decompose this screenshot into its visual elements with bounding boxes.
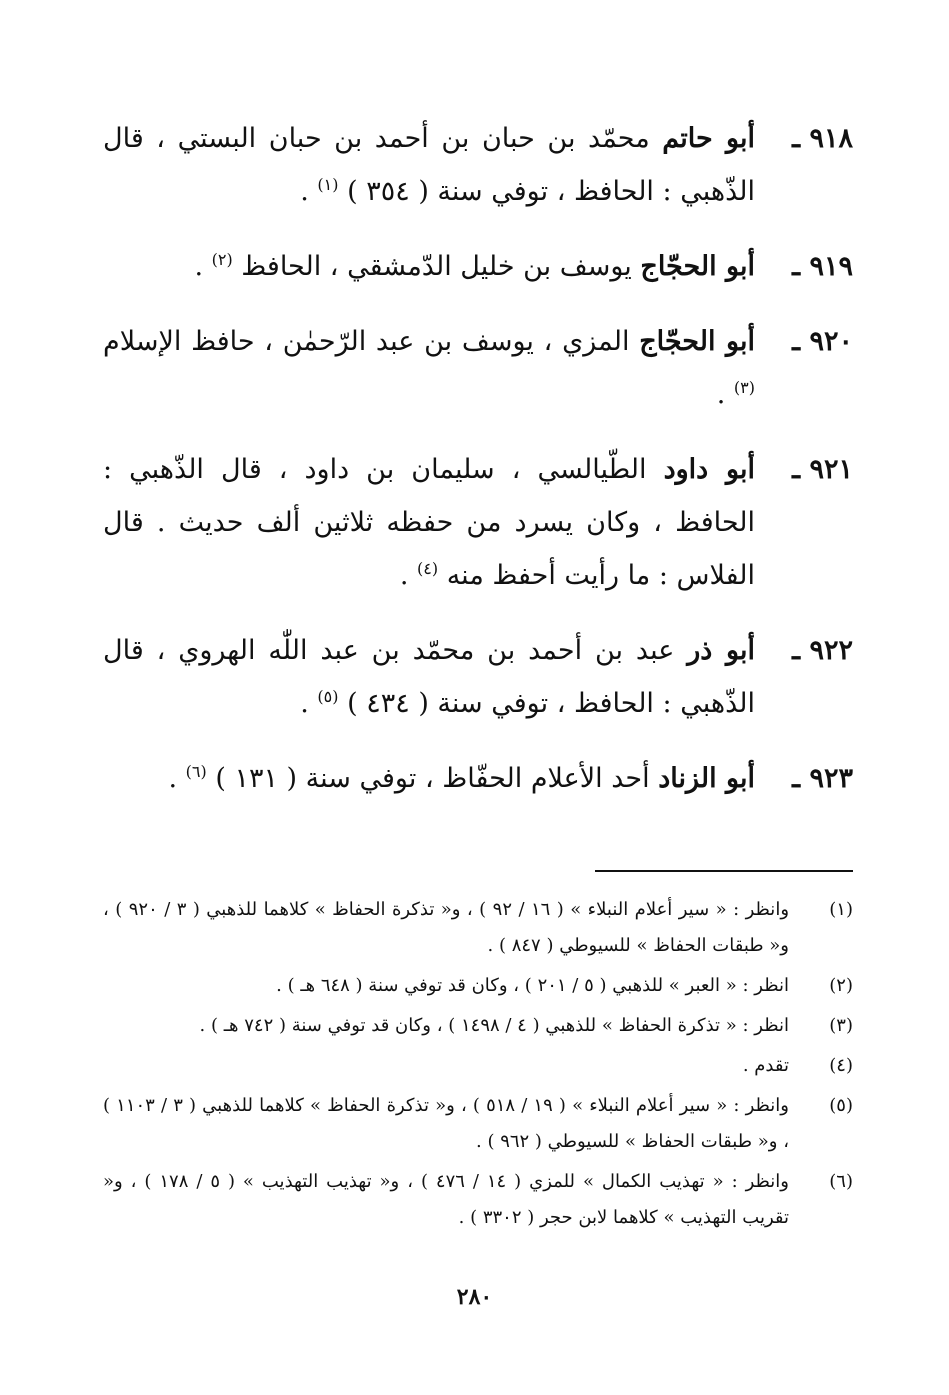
footnote <box>103 1048 853 1084</box>
entry-number: ٩٢٢ ـ <box>792 635 853 666</box>
entry-number: ٩١٨ ـ <box>792 123 853 154</box>
footnote-text: وانظر : « تهذيب الكمال » للمزي ( ١٤ / ٤٧٦ ) ، و« تهذيب التهذيب » ( ٥ / ١٧٨ ) ، و« تقريب التهذيب » كلاهما لابن حجر ( ٣٣٠٢ ) . <box>103 1171 789 1228</box>
footnote <box>103 1088 853 1160</box>
entry-number: ٩١٩ ـ <box>792 251 853 282</box>
entry <box>103 443 853 602</box>
entry-kunya: أبو الزناد <box>658 763 755 794</box>
footnote-number: (٢) <box>829 975 853 996</box>
footnote-reference: (٥) <box>317 687 339 706</box>
entry <box>103 624 853 730</box>
entry-end: . <box>168 763 186 794</box>
footnote-reference: (٦) <box>185 762 207 781</box>
entry <box>103 315 853 421</box>
footnote-reference: (٣) <box>733 378 755 397</box>
footnote-number: (١) <box>829 899 853 920</box>
footnote-text: انظر : « تذكرة الحفاظ » للذهبي ( ٤ / ١٤٩٨ ) ، وكان قد توفي سنة ( ٧٤٢ هـ ) . <box>199 1015 789 1036</box>
footnote-number: (٤) <box>829 1055 853 1076</box>
entry-kunya: أبو ذر <box>687 635 755 666</box>
footnote-text: انظر : « العبر » للذهبي ( ٥ / ٢٠١ ) ، وكان قد توفي سنة ( ٦٤٨ هـ ) . <box>276 975 789 996</box>
entry-text: الطّيالسي ، سليمان بن داود ، قال الذّهبي : الحافظ ، وكان يسرد من حفظه ثلاثين ألف حديث . قال الفلاس : ما رأيت أحفظ منه <box>103 454 755 591</box>
footnote-text: وانظر : « سير أعلام النبلاء » ( ١٦ / ٩٢ ) ، و« تذكرة الحفاظ » كلاهما للذهبي ( ٣ / ٩٢٠ ) ، و« طبقات الحفاظ » للسيوطي ( ٨٤٧ ) . <box>103 899 790 956</box>
entry-number: ٩٢٣ ـ <box>792 763 853 794</box>
page-number: ٢٨٠ <box>456 1284 493 1310</box>
footnote-text: وانظر : « سير أعلام النبلاء » ( ١٩ / ٥١٨ ) ، و« تذكرة الحفاظ » كلاهما للذهبي ( ٣ / ١١٠٣ ) ، و« طبقات الحفاظ » للسيوطي ( ٩٦٢ ) . <box>103 1095 790 1152</box>
footnote-reference: (٤) <box>417 559 439 578</box>
entry-kunya: أبو الحجّاج <box>640 251 755 282</box>
footnote <box>103 1008 853 1044</box>
entry-number: ٩٢١ ـ <box>792 454 853 485</box>
footnote-reference: (١) <box>317 175 339 194</box>
entry <box>103 752 853 805</box>
footnote <box>103 968 853 1004</box>
entry-end: . <box>399 560 418 591</box>
entries-list <box>103 112 853 827</box>
entry-number: ٩٢٠ ـ <box>792 326 853 357</box>
entry-text: عبد بن أحمد بن محمّد بن عبد اللّٰه الهروي ، قال الذّهبي : الحافظ ، توفي سنة ( ٤٣٤ ) <box>103 635 755 719</box>
footnote-number: (٦) <box>829 1171 853 1192</box>
entry-end: . <box>300 176 318 207</box>
footnote-number: (٣) <box>829 1015 853 1036</box>
entry-text: محمّد بن حبان بن أحمد بن حبان البستي ، قال الذّهبي : الحافظ ، توفي سنة ( ٣٥٤ ) <box>103 123 755 207</box>
footnote-number: (٥) <box>829 1095 853 1116</box>
footnote <box>103 892 853 964</box>
entry <box>103 240 853 293</box>
entry <box>103 112 853 218</box>
entry-end: . <box>194 251 212 282</box>
entry-end: . <box>716 379 734 410</box>
footnote-reference: (٢) <box>211 250 233 269</box>
footnotes-list <box>103 892 853 1240</box>
entry-kunya: أبو الحجّاج <box>639 326 755 357</box>
footnote-text: تقدم . <box>742 1055 789 1076</box>
footnote <box>103 1164 853 1236</box>
entry-kunya: أبو داود <box>663 454 755 485</box>
entry-text: يوسف بن خليل الدّمشقي ، الحافظ <box>241 251 632 282</box>
entry-text: أحد الأعلام الحفّاظ ، توفي سنة ( ١٣١ ) <box>215 763 650 794</box>
entry-text: المزي ، يوسف بن عبد الرّحمٰن ، حافظ الإسلام <box>103 326 630 357</box>
footnote-separator <box>595 870 853 872</box>
entry-end: . <box>300 688 318 719</box>
entry-kunya: أبو حاتم <box>662 123 756 154</box>
